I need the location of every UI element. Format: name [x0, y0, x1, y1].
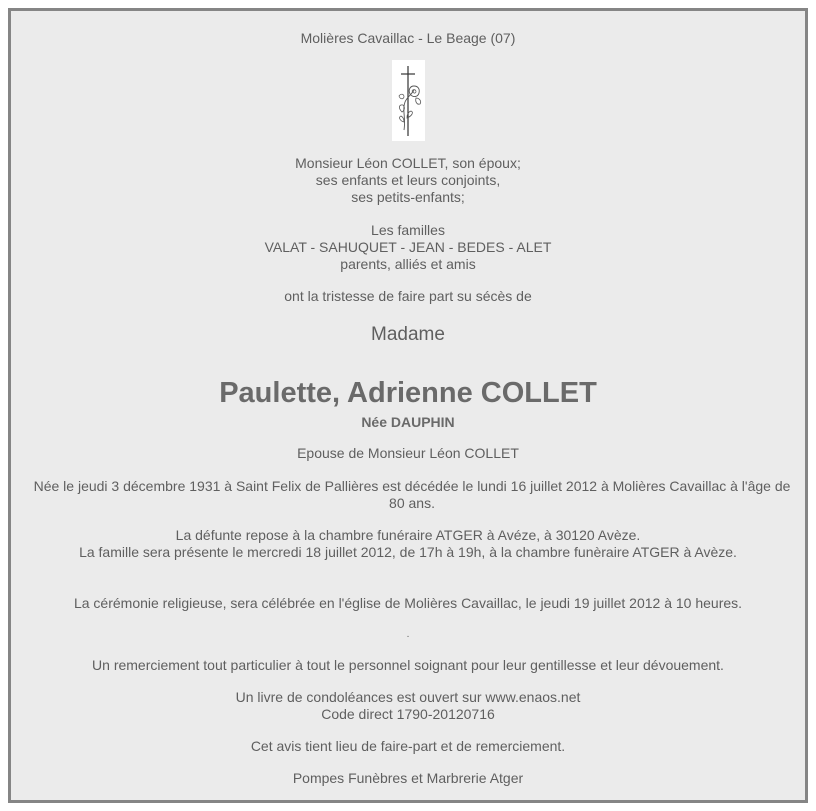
spouse-text: Epouse de Monsieur Léon COLLET	[297, 445, 519, 461]
other-families-line: Les familles	[371, 222, 445, 238]
birth-death-text: Née le jeudi 3 décembre 1931 à Saint Felix de Pallières est décédée le lundi 16 juillet 2012 à Molières Cavaillac à l'âge de 80 ans.	[33, 478, 791, 511]
location: Molières Cavaillac - Le Beage (07)	[300, 30, 516, 46]
repose-line: La défunte repose à la chambre funéraire ATGER à Avéze, à 30120 Avèze.	[175, 527, 641, 543]
other-families-line: VALAT - SAHUQUET - JEAN - BEDES - ALET	[264, 239, 552, 255]
obituary-frame	[8, 8, 808, 803]
other-families-line: parents, alliés et amis	[340, 256, 476, 272]
thanks-text: Un remerciement tout particulier à tout le personnel soignant pour leur gentillesse et leur dévouement.	[92, 657, 724, 673]
family-line: ses petits-enfants;	[351, 189, 465, 205]
deceased-title: Madame	[371, 324, 445, 345]
deceased-name: Paulette, Adrienne COLLET	[219, 377, 597, 409]
condolences-line: Un livre de condoléances est ouvert sur www.enaos.net	[235, 689, 581, 705]
ceremony-text: La cérémonie religieuse, sera célébrée en l'église de Molières Cavaillac, le jeudi 19 juillet 2012 à 10 heures.	[73, 595, 743, 611]
repose-info	[11, 527, 805, 561]
maiden-name: Née DAUPHIN	[361, 414, 455, 430]
other-families	[11, 222, 805, 273]
repose-line: La famille sera présente le mercredi 18 juillet 2012, de 17h à 19h, à la chambre funèraire ATGER à Avèze.	[79, 544, 737, 560]
condolences-info	[11, 689, 805, 723]
notice-text: Cet avis tient lieu de faire-part et de remerciement.	[250, 738, 566, 754]
announcement-text: ont la tristesse de faire part su sécès de	[284, 288, 532, 304]
family-line: Monsieur Léon COLLET, son époux;	[295, 155, 521, 171]
funeral-home: Pompes Funèbres et Marbrerie Atger	[292, 770, 524, 786]
condolences-line: Code direct 1790-20120716	[321, 706, 495, 722]
separator-dot: .	[406, 629, 410, 640]
cross-with-rose-icon	[392, 60, 425, 141]
family-line: ses enfants et leurs conjoints,	[315, 172, 501, 188]
family-list	[11, 155, 805, 206]
